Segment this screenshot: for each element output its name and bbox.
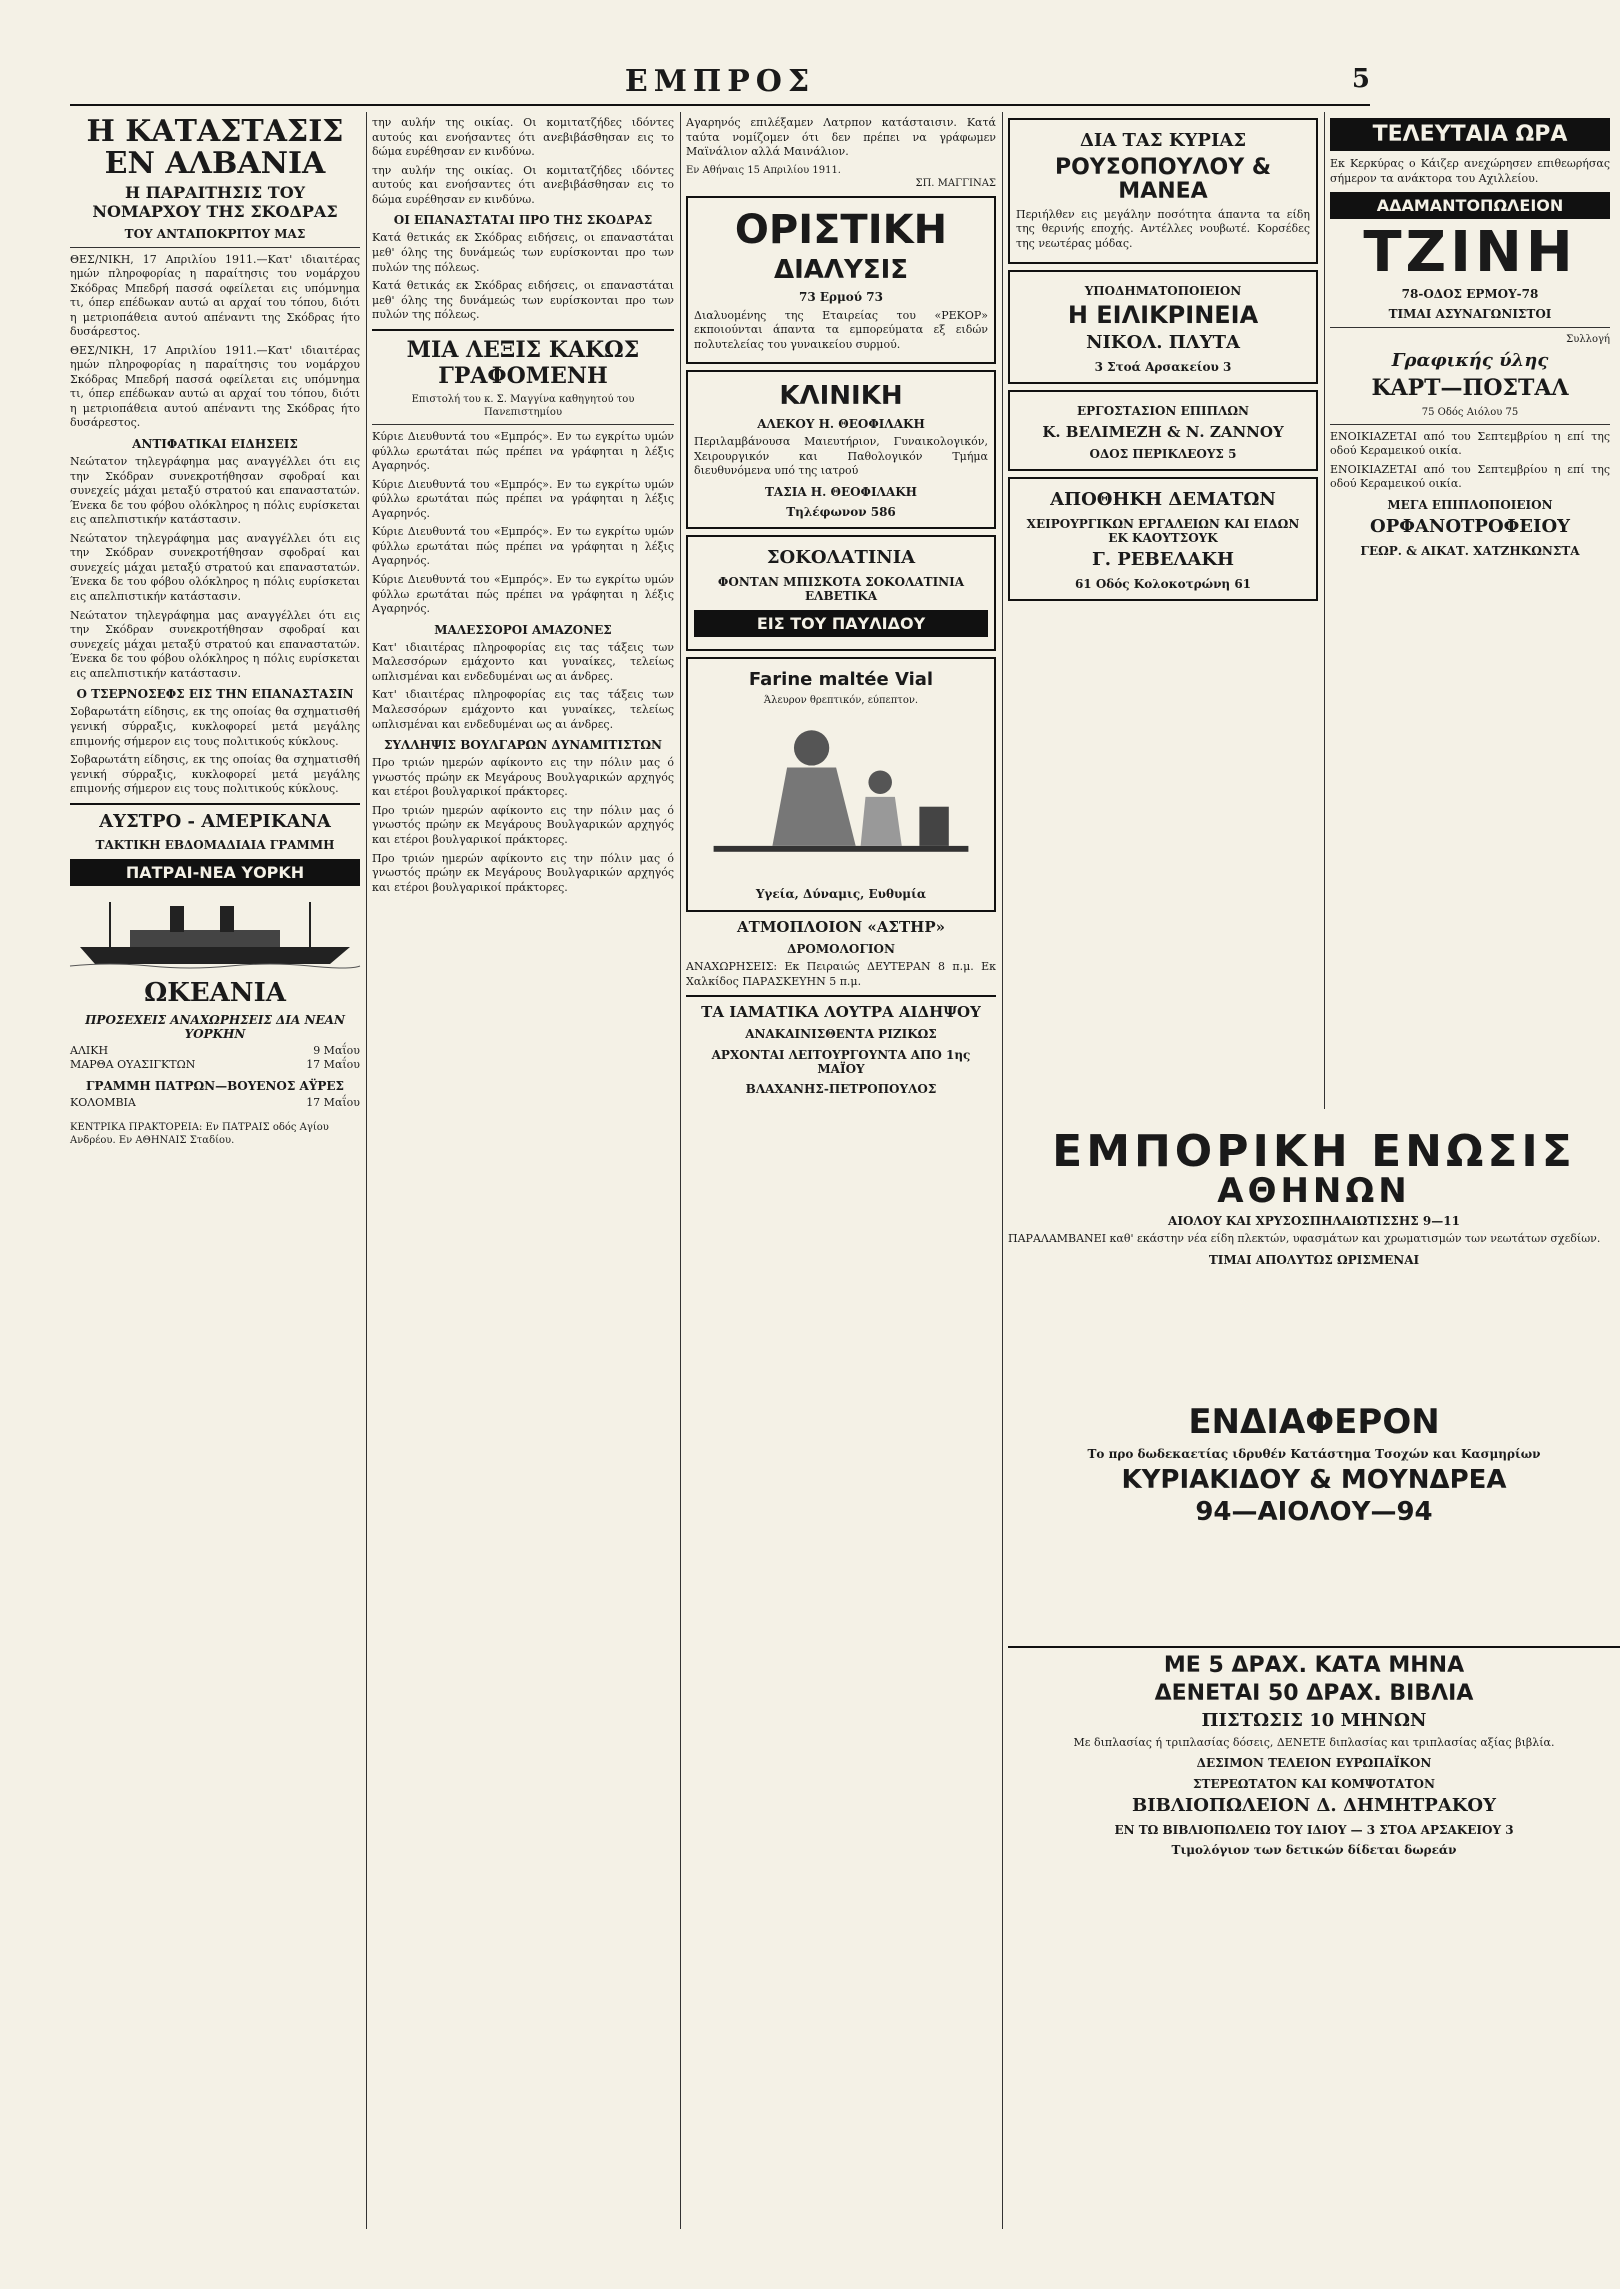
ad-title: ΚΛΙΝΙΚΗ bbox=[779, 381, 903, 412]
ad-subtitle: Γραφικής ύλης bbox=[1391, 349, 1549, 371]
ad-text: Περιήλθεν εις μεγάλην ποσότητα άπαντα τα είδη της θερινής εποχής. Αντέλλες νουβωτέ. Κορσέδες της νεωτέρας μόδας. bbox=[1016, 207, 1310, 250]
ad-title: ΤΖΙΝΗ bbox=[1363, 220, 1577, 286]
ad-departures-heading: ΠΡΟΣΕΧΕΙΣ ΑΝΑΧΩΡΗΣΕΙΣ ΔΙΑ ΝΕΑΝ ΥΟΡΚΗΝ bbox=[85, 1012, 345, 1042]
article-paragraph: Κύριε Διευθυντά του «Εμπρός». Εν τω εγκρίτω υμών φύλλω ερωτάται πώς πρέπει να γράφηται η λέξις Αγαρηνός. bbox=[372, 430, 674, 473]
ad-title: ΟΡΙΣΤΙΚΗ bbox=[734, 206, 948, 253]
article-headline: Η ΚΑΤΑΣΤΑΣΙΣ ΕΝ ΑΛΒΑΝΙΑ bbox=[86, 114, 344, 181]
ad-title: ΑΤΜΟΠΛΟΙΟΝ «ΑΣΤΗΡ» bbox=[737, 917, 945, 936]
ad-title: ΧΕΙΡΟΥΡΓΙΚΩΝ ΕΡΓΑΛΕΙΩΝ ΚΑΙ ΕΙΔΩΝ ΕΚ ΚΑΟΥΤΣΟΥΚ bbox=[1026, 516, 1300, 546]
ad-subtitle: ΦΟΝΤΑΝ ΜΠΙΣΚΟΤΑ ΣΟΚΟΛΑΤΙΝΙΑ ΕΛΒΕΤΙΚΑ bbox=[717, 574, 965, 604]
ad-title: ΤΕΛΕΥΤΑΙΑ ΩΡΑ bbox=[1330, 118, 1610, 151]
column-3 bbox=[686, 112, 996, 2229]
ad-title: ΣΟΚΟΛΑΤΙΝΙΑ bbox=[766, 547, 916, 569]
wide-ad-endiaferon bbox=[1008, 1400, 1620, 1531]
masthead bbox=[70, 64, 1370, 104]
ad-agencies: ΚΕΝΤΡΙΚΑ ΠΡΑΚΤΟΡΕΙΑ: Εν ΠΑΤΡΑΙΣ οδός Αγίου Ανδρέου. Εν ΑΘΗΝΑΙΣ Σταδίου. bbox=[70, 1121, 329, 1146]
article-byline: Επιστολή του κ. Σ. Μαγγίνα καθηγητού του Πανεπιστημίου bbox=[411, 394, 635, 419]
article-paragraph: την αυλήν της οικίας. Οι κομιτατζήδες ιδόντες αυτούς και ενοήσαντες ότι ανεβιβάσθησαν εις το δώμα ευρέθησαν εν κινδύνω. bbox=[372, 163, 674, 206]
ad-title: ΕΝΔΙΑΦΕΡΟΝ bbox=[1188, 1402, 1440, 1442]
letter-signature: ΣΠ. ΜΑΓΓΙΝΑΣ bbox=[915, 177, 996, 189]
ad-text: Εκ Κερκύρας ο Κάιζερ ανεχώρησεν επιθεωρήσας σήμερον τα ανάκτορα του Αχιλλείου. bbox=[1330, 157, 1610, 185]
divider bbox=[1330, 424, 1610, 425]
article-paragraph: Νεώτατον τηλεγράφημα μας αναγγέλλει ότι εις την Σκόδραν συνεκροτήθησαν σφοδραί και συνεχείς μάχαι μεταξύ στρατού και επαναστατών. Ένεκα δε του φόβου ολόκληρος η πόλις ευρίσκεται εις απελπιστικήν κατάστασιν. bbox=[70, 531, 360, 603]
ad-owner: ΡΟΥΣΟΠΟΥΛΟΥ & ΜΑΝΕΑ bbox=[1054, 154, 1272, 204]
ad-address: 73 Ερμού 73 bbox=[799, 290, 883, 305]
article-paragraph: Νεώτατον τηλεγράφημα μας αναγγέλλει ότι εις την Σκόδραν συνεκροτήθησαν σφοδραί και συνεχείς μάχαι μεταξύ στρατού και επαναστατών. Ένεκα δε του φόβου ολόκληρος η πόλις ευρίσκεται εις απελπιστικήν κατάστασιν. bbox=[70, 455, 360, 527]
ad-city: ΑΘΗΝΩΝ bbox=[1217, 1171, 1411, 1211]
ad-text: Περιλαμβάνουσα Μαιευτήριον, Γυναικολογικόν, Χειρουργικόν και Παθολογικόν Τμήμα διευθυνόμενα υπό της ιατρού bbox=[694, 435, 988, 478]
ad-box bbox=[1008, 477, 1318, 601]
divider bbox=[70, 803, 360, 805]
ad-footer: ΕΙΣ ΤΟΥ ΠΑΥΛΙΔΟΥ bbox=[694, 610, 988, 637]
ad-tagline: Υγεία, Δύναμις, Ευθυμία bbox=[755, 887, 927, 902]
ad-box bbox=[686, 370, 996, 529]
ad-price-note: ΤΙΜΑΙ ΑΣΥΝΑΓΩΝΙΣΤΟΙ bbox=[1388, 307, 1552, 322]
article-byline: ΤΟΥ ΑΝΤΑΠΟΚΡΙΤΟΥ ΜΑΣ bbox=[124, 227, 306, 242]
ad-route: ΠΑΤΡΑΙ-ΝΕΑ ΥΟΡΚΗ bbox=[70, 859, 360, 886]
ad-text: ΠΑΡΑΛΑΜΒΑΝΕΙ καθ' εκάστην νέα είδη πλεκτών, υφασμάτων και χρωματισμών των νεωτάτων σχεδίων. bbox=[1008, 1232, 1601, 1246]
divider bbox=[1330, 327, 1610, 328]
column-divider bbox=[1324, 112, 1325, 1109]
page-number: 5 bbox=[1351, 64, 1370, 94]
ad-gift-note: Τιμολόγιον των δετικών δίδεται δωρεάν bbox=[1171, 1843, 1457, 1858]
ad-box bbox=[1008, 118, 1318, 264]
ad-heading: ΥΠΟΔΗΜΑΤΟΠΟΙΕΙΟΝ bbox=[1084, 283, 1242, 298]
section-heading: ΑΝΤΙΦΑΤΙΚΑΙ ΕΙΔΗΣΕΙΣ bbox=[132, 436, 298, 451]
ship-name-cell: ΑΛΙΚΗ bbox=[70, 1043, 109, 1057]
ad-owner: Γ. ΡΕΒΕΛΑΚΗ bbox=[1091, 549, 1235, 571]
section-heading: ΟΙ ΕΠΑΝΑΣΤΑΤΑΙ ΠΡΟ ΤΗΣ ΣΚΟΔΡΑΣ bbox=[393, 213, 653, 228]
ad-subtitle: ΔΙΑΛΥΣΙΣ bbox=[773, 254, 909, 285]
ship-name: ΩΚΕΑΝΙΑ bbox=[144, 977, 286, 1008]
ad-address: ΕΝ ΤΩ ΒΙΒΛΙΟΠΩΛΕΙΩ ΤΟΥ ΙΔΙΟΥ — 3 ΣΤΟΑ ΑΡΣΑΚΕΙΟΥ 3 bbox=[1114, 1822, 1514, 1837]
ad-owner: ΑΛΕΚΟΥ Η. ΘΕΟΦΙΛΑΚΗ bbox=[757, 416, 925, 431]
ad-title: ΤΑ ΙΑΜΑΤΙΚΑ ΛΟΥΤΡΑ ΑΙΔΗΨΟΥ bbox=[701, 1003, 981, 1022]
article-paragraph: Προ τριών ημερών αφίκοντο εις την πόλιν μας ό γνωστός πρώην εκ Μεγάρους Βουλγαρικών αρχηγός και ετέροι βουλγαρικοί πράκτορες. bbox=[372, 756, 674, 799]
article-paragraph: Σοβαρωτάτη είδησις, εκ της οποίας θα σχηματισθή γενική σύρραξις, κυκλοφορεί μετά μεγάλης επιμονής σήμερον εις τους πολιτικούς κύκλους. bbox=[70, 753, 360, 796]
article-paragraph: ΘΕΣ/ΝΙΚΗ, 17 Απριλίου 1911.—Κατ' ιδιαιτέρας ημών πληροφορίας η παραίτησις του νομάρχου Σκόδρας Μπεδρή πασσά οφείλεται εις υπόμνημα τι, όπερ επέδωκαν αυτώ αι αρχαί του τόπου, διότι η μετριοπάθεια αυτού απέναντι της Σκόδρας ήτο δυσάρεστος. bbox=[70, 343, 360, 430]
classified-ad: ΕΝΟΙΚΙΑΖΕΤΑΙ από του Σεπτεμβρίου η επί της οδού Κεραμεικού οικία. bbox=[1330, 429, 1610, 458]
column-5 bbox=[1330, 112, 1610, 1109]
article-paragraph: Κατ' ιδιαιτέρας πληροφορίας εις τας τάξεις των Μαλεσσόρων εμάχοντο και γυναίκες, τελείως ωπλισμέναι και ενδεδυμέναι ως αι άνδρες. bbox=[372, 640, 674, 683]
ad-heading: ΕΡΓΟΣΤΑΣΙΟΝ ΕΠΙΠΛΩΝ bbox=[1077, 404, 1249, 419]
ad-title: ΟΡΦΑΝΟΤΡΟΦΕΙΟΥ bbox=[1370, 516, 1570, 538]
wide-ad-books bbox=[1008, 1640, 1620, 1860]
ad-owner: ΝΙΚΟΛ. ΠΛΥΤΑ bbox=[1086, 332, 1240, 354]
ad-box bbox=[686, 535, 996, 650]
article-paragraph: Αγαρηνός επιλέξαμεν Λατρπον κατάσταισιν. Κατά ταύτα νομίζομεν ότι δεν πρέπει να γράφωμεν Μαϊνάλιον αλλά Μαινάλιον. bbox=[686, 116, 996, 159]
ad-doctor: ΤΑΣΙΑ Η. ΘΕΟΦΙΛΑΚΗ bbox=[764, 484, 918, 499]
ad-subtitle: ΤΑΚΤΙΚΗ ΕΒΔΟΜΑΔΙΑΙΑ ΓΡΑΜΜΗ bbox=[95, 838, 335, 853]
ad-address: ΟΔΟΣ ΠΕΡΙΚΛΕΟΥΣ 5 bbox=[1089, 446, 1237, 461]
divider bbox=[70, 247, 360, 248]
divider bbox=[372, 329, 674, 331]
column-4 bbox=[1008, 112, 1318, 1109]
ad-text: Διαλυομένης της Εταιρείας του «ΡΕΚΟΡ» εκποιούνται άπαντα τα εμπορεύματα εξ ειδών πολυτελείας του γυναικείου συρμού. bbox=[694, 308, 988, 351]
ad-price-note: ΤΙΜΑΙ ΑΠΟΛΥΤΩΣ ΩΡΙΣΜΕΝΑΙ bbox=[1208, 1252, 1420, 1267]
ad-owner: Κ. ΒΕΛΙΜΕΖΗ & Ν. ΖΑΝΝΟΥ bbox=[1042, 422, 1284, 441]
ad-credit: ΠΙΣΤΩΣΙΣ 10 ΜΗΝΩΝ bbox=[1201, 1710, 1427, 1732]
section-heading: ΜΑΛΕΣΣΟΡΟΙ ΑΜΑΖΟΝΕΣ bbox=[434, 622, 612, 637]
ad-box bbox=[686, 657, 996, 912]
ad-subtitle: Άλευρον θρεπτικόν, εύπεπτον. bbox=[763, 695, 919, 707]
ad-text: Με διπλασίας ή τριπλασίας δόσεις, ΔΕΝΕΤΕ διπλασίας και τριπλασίας αξίας βιβλία. bbox=[1073, 1735, 1555, 1749]
departure-row bbox=[70, 1096, 360, 1111]
article-paragraph: Κατ' ιδιαιτέρας πληροφορίας εις τας τάξεις των Μαλεσσόρων εμάχοντο και γυναίκες, τελείως ωπλισμέναι και ενδεδυμέναι ως αι άνδρες. bbox=[372, 688, 674, 731]
ad-subtitle: ΔΕΝΕΤΑΙ 50 ΔΡΑΧ. ΒΙΒΛΙΑ bbox=[1154, 1681, 1474, 1707]
article-paragraph: Κύριε Διευθυντά του «Εμπρός». Εν τω εγκρίτω υμών φύλλω ερωτάται πώς πρέπει να γράφηται η λέξις Αγαρηνός. bbox=[372, 525, 674, 568]
article-paragraph: Σοβαρωτάτη είδησις, εκ της οποίας θα σχηματισθή γενική σύρραξις, κυκλοφορεί μετά μεγάλης επιμονής σήμερον εις τους πολιτικούς κύκλους. bbox=[70, 705, 360, 748]
mother-child-illustration bbox=[694, 707, 988, 877]
departure-row bbox=[70, 1058, 360, 1073]
ad-heading: Συλλογή bbox=[1566, 333, 1610, 345]
section-heading: ΣΥΛΛΗΨΙΣ ΒΟΥΛΓΑΡΩΝ ΔΥΝΑΜΙΤΙΣΤΩΝ bbox=[383, 738, 663, 753]
divider bbox=[372, 424, 674, 425]
ad-subtitle: ΑΝΑΚΑΙΝΙΣΘΕΝΤΑ ΡΙΖΙΚΩΣ bbox=[745, 1027, 937, 1042]
article-subheadline: Η ΠΑΡΑΙΤΗΣΙΣ ΤΟΥ ΝΟΜΑΡΧΟΥ ΤΗΣ ΣΚΟΔΡΑΣ bbox=[92, 183, 338, 222]
ship-name-cell: ΚΟΛΟΜΒΙΑ bbox=[70, 1095, 136, 1109]
article-paragraph: την αυλήν της οικίας. Οι κομιτατζήδες ιδόντες αυτούς και ενοήσαντες ότι ανεβιβάσθησαν εις το δώμα ευρέθησαν εν κινδύνω. bbox=[372, 116, 674, 159]
column-divider bbox=[366, 112, 367, 2229]
ad-line: ΔΕΣΙΜΟΝ ΤΕΛΕΙΟΝ ΕΥΡΩΠΑΪΚΟΝ bbox=[1196, 1756, 1432, 1771]
article-headline: ΜΙΑ ΛΕΞΙΣ ΚΑΚΩΣ ΓΡΑΦΟΜΕΝΗ bbox=[406, 336, 640, 389]
column-1 bbox=[70, 112, 360, 2229]
column-divider bbox=[1002, 112, 1003, 2229]
ad-box bbox=[1008, 390, 1318, 471]
letter-date: Εν Αθήναις 15 Απριλίου 1911. bbox=[686, 164, 841, 176]
ad-address: 61 Οδός Κολοκοτρώνη 61 bbox=[1074, 577, 1252, 592]
ad-subtitle: Το προ δωδεκαετίας ιδρυθέν Κατάστημα Τσοχών και Κασμηρίων bbox=[1087, 1447, 1541, 1462]
ad-owner: ΓΕΩΡ. & ΑΙΚΑΤ. ΧΑΤΖΗΚΩΝΣΤΑ bbox=[1360, 543, 1580, 558]
ad-title: ΜΕ 5 ΔΡΑΧ. ΚΑΤΑ ΜΗΝΑ bbox=[1163, 1653, 1465, 1678]
ad-heading: ΑΔΑΜΑΝΤΟΠΩΛΕΙΟΝ bbox=[1330, 192, 1610, 219]
column-2 bbox=[372, 112, 674, 2229]
ad-box bbox=[1008, 270, 1318, 385]
date-cell: 17 Μαΐου bbox=[306, 1095, 360, 1109]
ad-shop: ΒΙΒΛΙΟΠΩΛΕΙΟΝ Δ. ΔΗΜΗΤΡΑΚΟΥ bbox=[1132, 1795, 1496, 1817]
ad-heading: ΑΠΟΘΗΚΗ ΔΕΜΑΤΩΝ bbox=[1050, 489, 1276, 511]
ad-address: 75 Οδός Αιόλου 75 bbox=[1421, 406, 1519, 418]
ad-title: ΚΑΡΤ—ΠΟΣΤΑΛ bbox=[1371, 375, 1569, 402]
ad-title: Η ΕΙΛΙΚΡΙΝΕΙΑ bbox=[1067, 300, 1259, 329]
ad-line: ΣΤΕΡΕΩΤΑΤΟΝ ΚΑΙ ΚΟΜΨΟΤΑΤΟΝ bbox=[1193, 1776, 1435, 1791]
article-paragraph: Κατά θετικάς εκ Σκόδρας ειδήσεις, οι επαναστάται μεθ' όλης της δυνάμεώς των ευρίσκονται προ των πυλών της πόλεως. bbox=[372, 231, 674, 274]
article-paragraph: Προ τριών ημερών αφίκοντο εις την πόλιν μας ό γνωστός πρώην εκ Μεγάρους Βουλγαρικών αρχηγός και ετέροι βουλγαρικοί πράκτορες. bbox=[372, 803, 674, 846]
section-heading: Ο ΤΣΕΡΝΟΣΕΦΣ ΕΙΣ ΤΗΝ ΕΠΑΝΑΣΤΑΣΙΝ bbox=[76, 687, 354, 702]
ad-address: 94—ΑΙΟΛΟΥ—94 bbox=[1195, 1497, 1433, 1528]
article-paragraph: Κύριε Διευθυντά του «Εμπρός». Εν τω εγκρίτω υμών φύλλω ερωτάται πώς πρέπει να γράφηται η λέξις Αγαρηνός. bbox=[372, 573, 674, 616]
divider bbox=[686, 995, 996, 997]
article-paragraph: Προ τριών ημερών αφίκοντο εις την πόλιν μας ό γνωστός πρώην εκ Μεγάρους Βουλγαρικών αρχηγός και ετέροι βουλγαρικοί πράκτορες. bbox=[372, 851, 674, 894]
ad-title: Farine maltée Vial bbox=[748, 668, 934, 690]
ad-title: ΑΥΣΤΡΟ - ΑΜΕΡΙΚΑΝΑ bbox=[99, 810, 331, 832]
divider bbox=[1008, 1646, 1620, 1648]
ad-telephone: Τηλέφωνον 586 bbox=[786, 505, 896, 519]
article-paragraph: Κύριε Διευθυντά του «Εμπρός». Εν τω εγκρίτω υμών φύλλω ερωτάται πώς πρέπει να γράφηται η λέξις Αγαρηνός. bbox=[372, 477, 674, 520]
ad-box bbox=[686, 196, 996, 365]
steamship-illustration bbox=[70, 892, 360, 972]
header-rule bbox=[70, 104, 1370, 106]
ad-line-heading: ΓΡΑΜΜΗ ΠΑΤΡΩΝ—ΒΟΥΕΝΟΣ ΑΫΡΕΣ bbox=[85, 1079, 345, 1094]
article-paragraph: ΘΕΣ/ΝΙΚΗ, 17 Απριλίου 1911.—Κατ' ιδιαιτέρας ημών πληροφορίας η παραίτησις του νομάρχου Σκόδρας Μπεδρή πασσά οφείλεται εις υπόμνημα τι, όπερ επέδωκαν αυτώ αι αρχαί του τόπου, διότι η μετριοπάθεια αυτού απέναντι της Σκόδρας ήτο δυσάρεστος. bbox=[70, 252, 360, 339]
ad-text: ΑΝΑΧΩΡΗΣΕΙΣ: Εκ Πειραιώς ΔΕΥΤΕΡΑΝ 8 π.μ. Εκ Χαλκίδος ΠΑΡΑΣΚΕΥΗΝ 5 π.μ. bbox=[686, 960, 996, 988]
classified-ad: ΕΝΟΙΚΙΑΖΕΤΑΙ από του Σεπτεμβρίου η επί της οδού Κεραμεικού οικία. bbox=[1330, 462, 1610, 491]
ad-subtitle: ΔΡΟΜΟΛΟΓΙΟΝ bbox=[787, 941, 895, 956]
ad-opening: ΑΡΧΟΝΤΑΙ ΛΕΙΤΟΥΡΓΟΥΝΤΑ ΑΠΟ 1ης ΜΑΪΟΥ bbox=[711, 1047, 971, 1076]
departure-row bbox=[70, 1044, 360, 1059]
wide-ad-emporiki bbox=[1008, 1126, 1620, 1269]
ad-address: ΑΙΟΛΟΥ ΚΑΙ ΧΡΥΣΟΣΠΗΛΑΙΩΤΙΣΣΗΣ 9—11 bbox=[1168, 1214, 1460, 1228]
ad-owner: ΚΥΡΙΑΚΙΔΟΥ & ΜΟΥΝΔΡΕΑ bbox=[1121, 1464, 1507, 1495]
ad-contact: ΒΛΑΧΑΝΗΣ-ΠΕΤΡΟΠΟΥΛΟΣ bbox=[745, 1082, 937, 1097]
ad-title: ΔΙΑ ΤΑΣ ΚΥΡΙΑΣ bbox=[1079, 130, 1247, 151]
newspaper-title: ΕΜΠΡΟΣ bbox=[624, 64, 816, 99]
ad-address: 78-ΟΔΟΣ ΕΡΜΟΥ-78 bbox=[1401, 287, 1539, 302]
ship-name-cell: ΜΑΡΘΑ ΟΥΑΣΙΓΚΤΩΝ bbox=[70, 1058, 196, 1072]
ad-heading: ΜΕΓΑ ΕΠΙΠΛΟΠΟΙΕΙΟΝ bbox=[1387, 497, 1553, 512]
ad-address: 3 Στοά Αρσακείου 3 bbox=[1094, 359, 1232, 374]
article-paragraph: Κατά θετικάς εκ Σκόδρας ειδήσεις, οι επαναστάται μεθ' όλης της δυνάμεώς των ευρίσκονται προ των πυλών της πόλεως. bbox=[372, 279, 674, 322]
date-cell: 17 Μαΐου bbox=[306, 1058, 360, 1072]
date-cell: 9 Μαΐου bbox=[313, 1043, 360, 1057]
column-divider bbox=[680, 112, 681, 2229]
ad-title: ΕΜΠΟΡΙΚΗ ΕΝΩΣΙΣ bbox=[1052, 1126, 1576, 1177]
article-paragraph: Νεώτατον τηλεγράφημα μας αναγγέλλει ότι εις την Σκόδραν συνεκροτήθησαν σφοδραί και συνεχείς μάχαι μεταξύ στρατού και επαναστατών. Ένεκα δε του φόβου ολόκληρος η πόλις ευρίσκεται εις απελπιστικήν κατάστασιν. bbox=[70, 608, 360, 680]
